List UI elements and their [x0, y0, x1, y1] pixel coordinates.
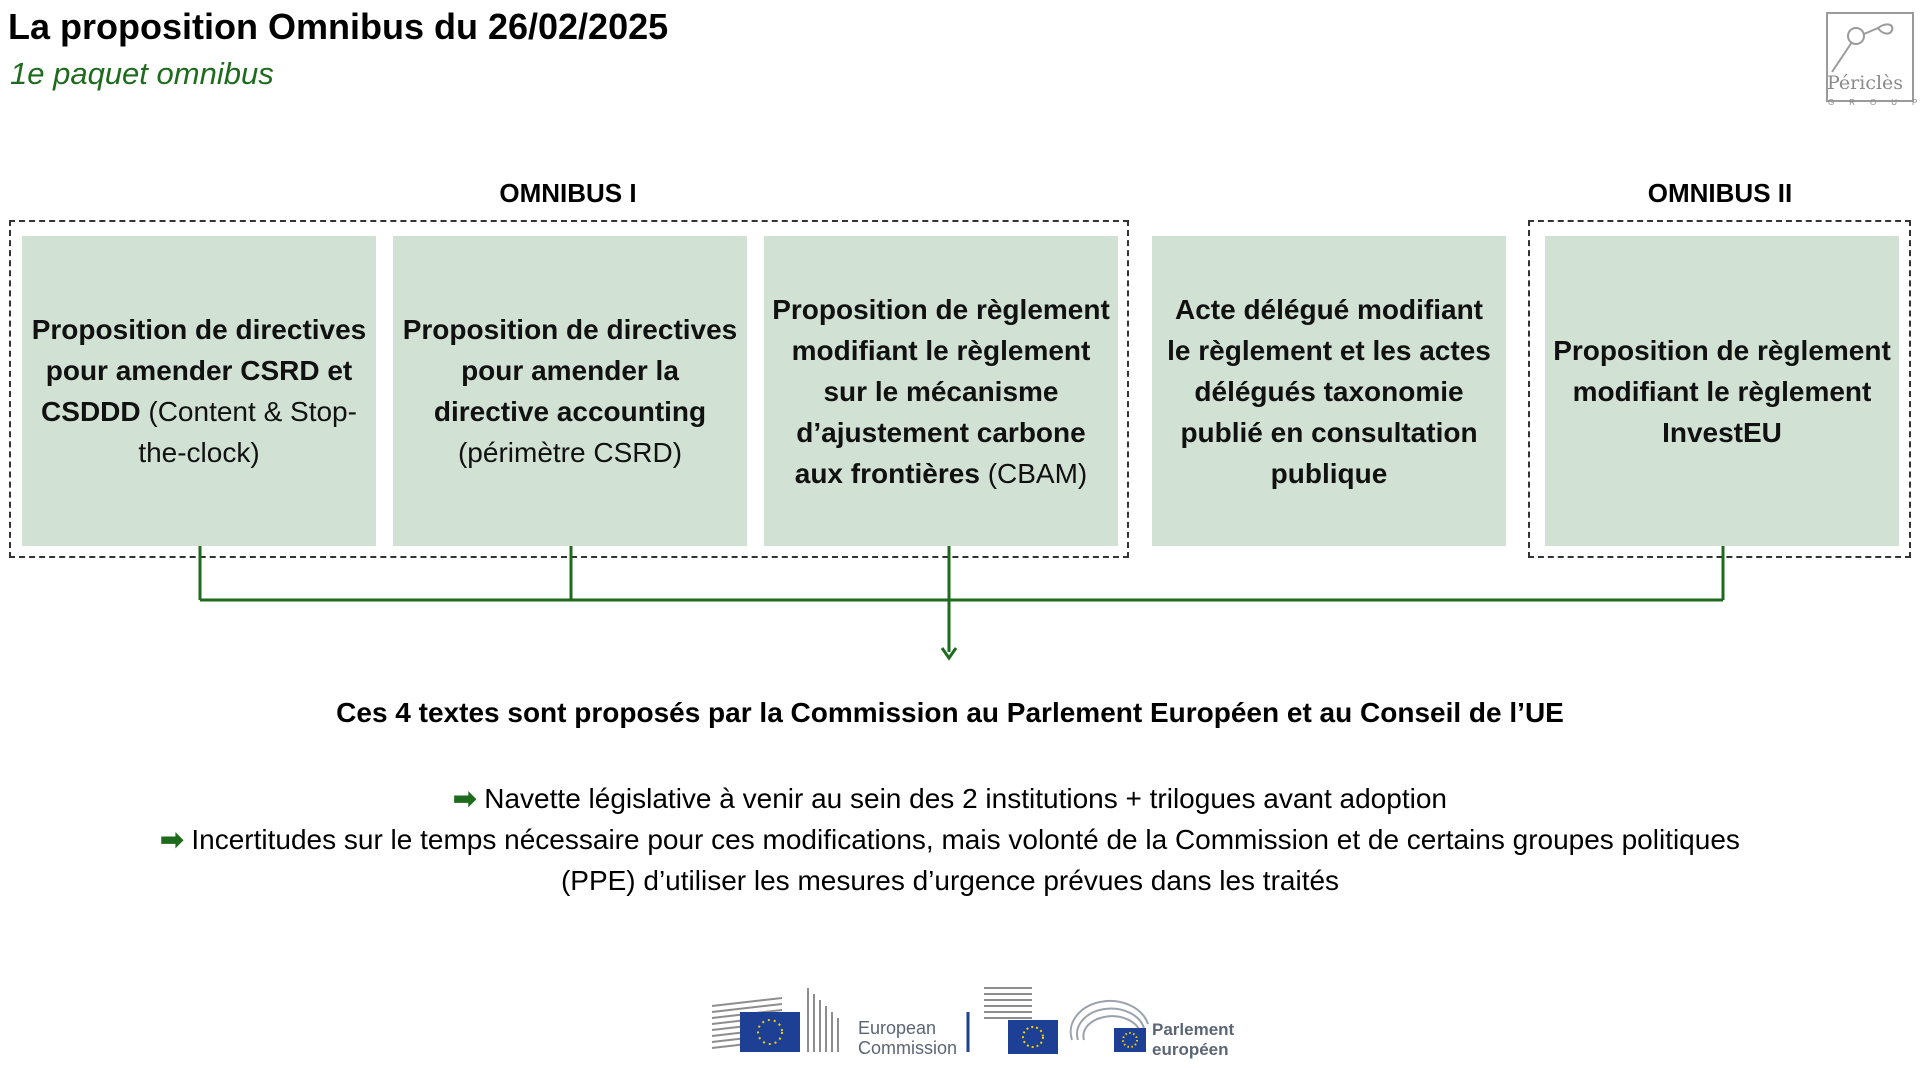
group-label-omnibus-2: OMNIBUS II [1647, 178, 1793, 208]
parliament-line: européen [1152, 1040, 1229, 1059]
parliament-line: Parlement [1152, 1020, 1235, 1039]
commission-text [858, 1018, 957, 1058]
consequence-text: Navette législative à venir au sein des 2 institutions + trilogues avant adoption [484, 783, 1447, 814]
summary-text: Ces 4 textes sont proposés par la Commission au Parlement Européen et au Conseil de l’UE [336, 697, 1564, 728]
consequence-item [140, 819, 1760, 901]
footer-logos [712, 984, 1235, 1059]
logo-tag: GROUP [1828, 98, 1932, 107]
proposal-title: Proposition de directives pour amender CSRD et CSDDD [31, 314, 367, 427]
page-subtitle: 1e paquet omnibus [10, 56, 274, 91]
consequence-list [140, 778, 1760, 901]
consequence-text: Incertitudes sur le temps nécessaire pour ces modifications, mais volonté de la Commission et de certains groupes politiques (PPE) d’utiliser les mesures d’urgence prévues dans les traités [191, 824, 1740, 896]
commission-line: European [858, 1018, 937, 1038]
logo-word: Périclès [1827, 72, 1904, 94]
proposal-title: Proposition de règlement modifiant le règlement InvestEU [1553, 334, 1891, 448]
group-label-omnibus-1: OMNIBUS I [499, 178, 637, 208]
proposal-title: Acte délégué modifiant le règlement et les actes délégués taxonomie publié en consultation publique [1167, 293, 1491, 489]
parliament-text [1152, 1020, 1234, 1060]
arrow-right-icon: ➡ [160, 824, 184, 855]
proposal-title: Proposition de directives pour amender la directive accounting [402, 314, 738, 427]
page-title: La proposition Omnibus du 26/02/2025 [8, 6, 669, 47]
proposal-title: Proposition de règlement modifiant le règlement sur le mécanisme d’ajustement carbone aux frontières [772, 293, 1110, 489]
arrow-right-icon: ➡ [453, 783, 477, 814]
proposal-note: (CBAM) [987, 457, 1088, 489]
commission-line: Commission [858, 1038, 958, 1058]
consequence-item [140, 778, 1760, 819]
proposal-note: (Content & Stop-the-clock) [138, 396, 357, 468]
proposal-note: (périmètre CSRD) [457, 437, 683, 468]
